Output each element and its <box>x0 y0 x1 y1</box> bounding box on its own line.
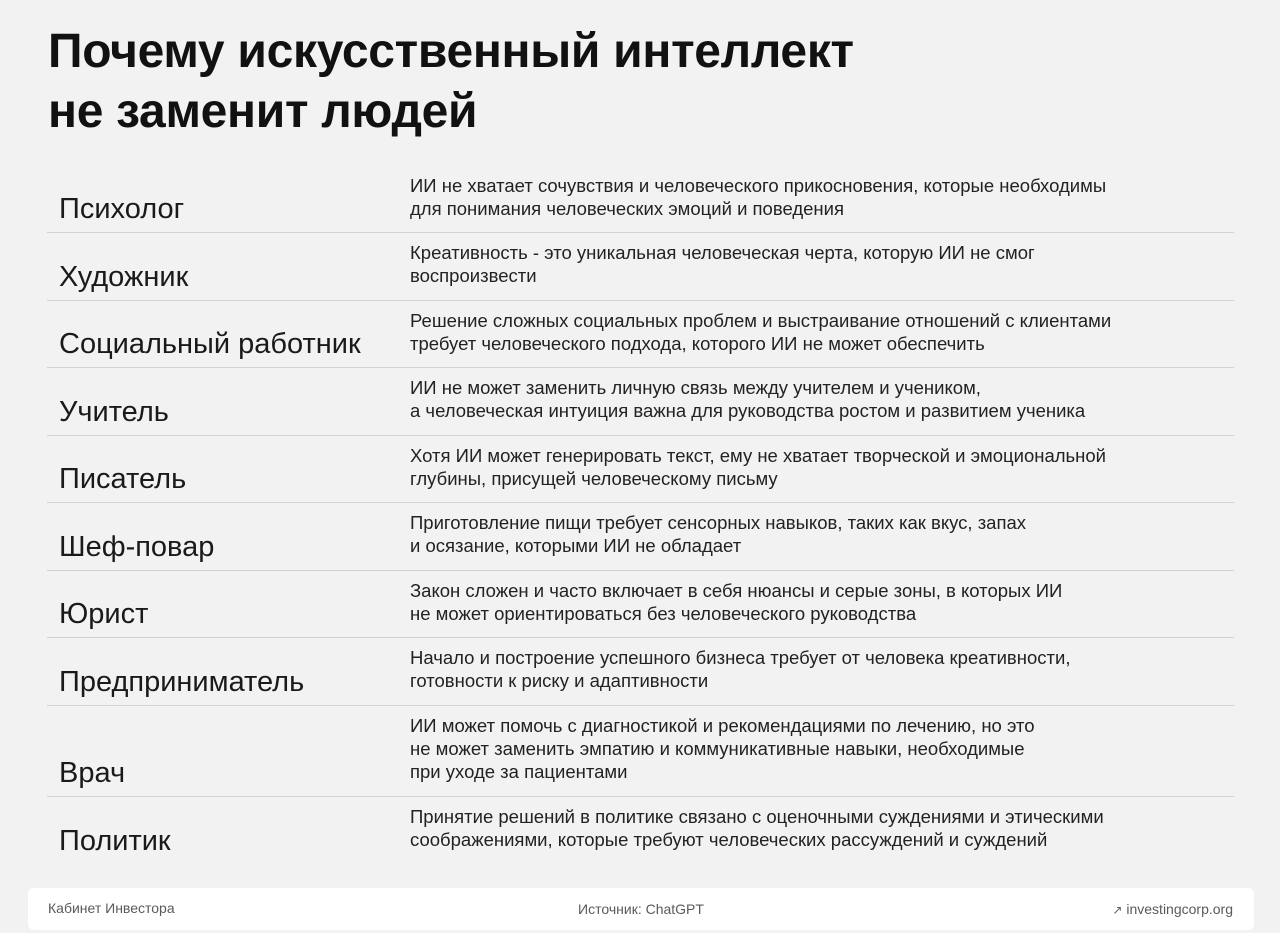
role-description: Решение сложных социальных проблем и выстраивание отношений с клиентами требует человеческого подхода, которого ИИ не может обеспечить <box>410 310 1112 354</box>
brand-name: Кабинет Инвестора <box>48 900 175 916</box>
role-description: Хотя ИИ может генерировать текст, ему не хватает творческой и эмоциональной глубины, присущей человеческому письму <box>410 445 1107 489</box>
role-label: Художник <box>59 261 189 293</box>
role-description: ИИ может помочь с диагностикой и рекомендациями по лечению, но это не может заменить эмпатию и коммуникативные навыки, необходимые при уходе за пациентами <box>410 715 1035 782</box>
table-row <box>47 571 1234 638</box>
role-label: Политик <box>59 825 171 857</box>
footer-bar <box>28 888 1254 930</box>
arrow-up-right-icon: ↗ <box>1112 903 1123 917</box>
professions-table <box>47 166 1234 864</box>
table-row <box>47 368 1234 436</box>
table-row <box>47 797 1234 864</box>
page-title-line-1: Почему искусственный интеллект <box>48 25 854 78</box>
role-description: Приготовление пищи требует сенсорных навыков, таких как вкус, запах и осязание, которыми ИИ не обладает <box>410 512 1027 556</box>
role-description: Креативность - это уникальная человеческая черта, которую ИИ не смог воспроизвести <box>410 242 1035 286</box>
role-description: Начало и построение успешного бизнеса требует от человека креативности, готовности к риску и адаптивности <box>410 647 1071 691</box>
role-label: Учитель <box>59 396 169 428</box>
table-row <box>47 301 1234 368</box>
table-row <box>47 166 1234 233</box>
role-label: Психолог <box>59 193 185 225</box>
role-description: Закон сложен и часто включает в себя нюансы и серые зоны, в которых ИИ не может ориентироваться без человеческого руководства <box>410 580 1063 624</box>
role-description: ИИ не может заменить личную связь между учителем и учеником, а человеческая интуиция важна для руководства ростом и развитием ученика <box>410 377 1086 421</box>
table-row <box>47 706 1234 797</box>
table-row <box>47 233 1234 301</box>
page-title-line-2: не заменит людей <box>48 85 478 138</box>
source-label: Источник: ChatGPT <box>578 901 704 917</box>
role-label: Социальный работник <box>59 328 361 360</box>
role-description: Принятие решений в политике связано с оценочными суждениями и этическими соображениями, которые требуют человеческих рассуждений и суждений <box>410 806 1104 850</box>
role-label: Писатель <box>59 463 187 495</box>
role-label: Предприниматель <box>59 666 305 698</box>
page-title <box>48 22 1148 142</box>
role-label: Врач <box>59 757 126 789</box>
role-description: ИИ не хватает сочувствия и человеческого прикосновения, которые необходимы для понимания человеческих эмоций и поведения <box>410 175 1107 219</box>
website-link[interactable] <box>1112 901 1233 917</box>
table-row <box>47 436 1234 503</box>
role-label: Шеф-повар <box>59 531 215 563</box>
website-link-text: investingcorp.org <box>1126 901 1233 917</box>
table-row <box>47 503 1234 571</box>
table-row <box>47 638 1234 706</box>
role-label: Юрист <box>59 598 149 630</box>
